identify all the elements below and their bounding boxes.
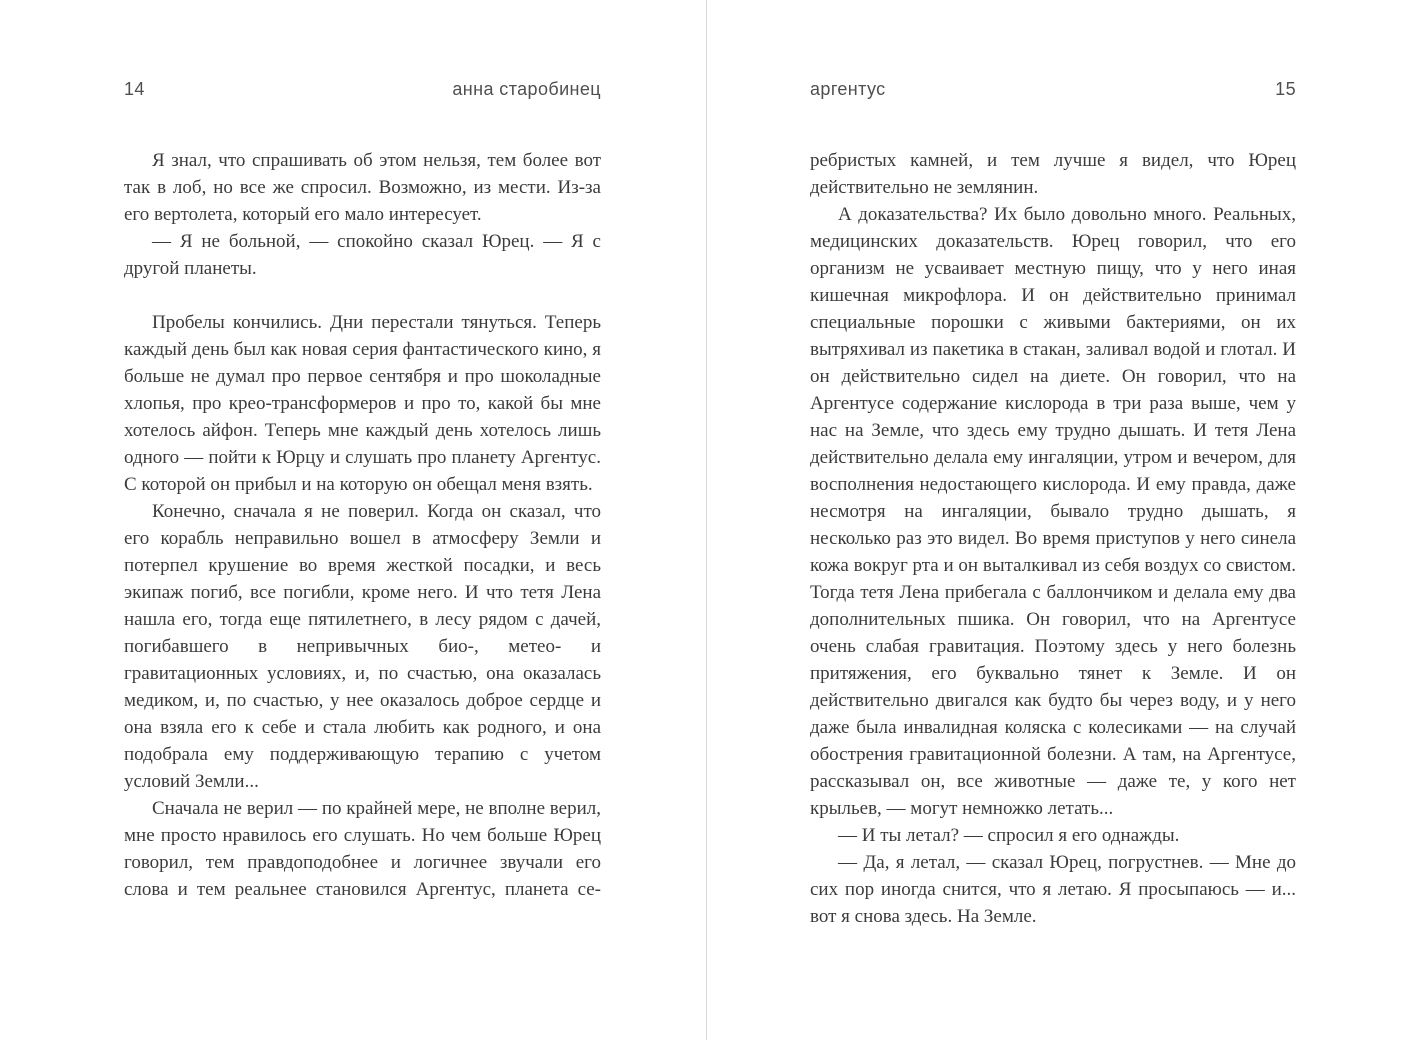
paragraph: Сначала не верил — по крайней мере, не вполне верил, мне просто нравилось его слушать. Но чем больше Юрец говорил, тем правдоподобнее и логичнее звучали его слова и тем реальнее становился Аргентус, планета се-	[124, 798, 601, 900]
paragraph: Конечно, сначала я не поверил. Когда он сказал, что его корабль неправильно вошел в атмосферу Земли и потерпел крушение во время жесткой посадки, и весь экипаж погиб, все погибли, кроме него. И что тетя Лена нашла его, тогда еще пятилетнего, в лесу рядом с дачей, погибавшего в непривычных био-, метео- и гравитационных условиях, и, по счастью, она оказалась медиком, и, по счастью, у нее оказалось доброе сердце и она взяла его к себе и стала любить как родного, и она подобрала ему поддерживающую терапию с учетом условий Земли...	[124, 501, 601, 792]
paragraph: — И ты летал? — спросил я его однажды.	[838, 825, 1180, 846]
right-running-head: аргентус	[810, 79, 886, 99]
paragraph: — Да, я летал, — сказал Юрец, погрустнев. — Мне до сих пор иногда снится, что я летаю. Я просыпаюсь — и... вот я снова здесь. На Земле.	[810, 852, 1296, 927]
left-page-number: 14	[124, 79, 145, 99]
paragraph: А доказательства? Их было довольно много. Реальных, медицинских доказательств. Юрец говорил, что его организм не усваивает местную пищу, что у него иная кишечная микрофлора. И он действительно принимал специальные порошки с живыми бактериями, он их вытряхивал из пакетика в стакан, заливал водой и глотал. И он действительно сидел на диете. Он говорил, что на Аргентусе содержание кислорода в три раза выше, чем у нас на Земле, что здесь ему трудно дышать. И тетя Лена действительно делала ему ингаляции, утром и вечером, для восполнения недостающего кислорода. И ему правда, даже несмотря на ингаляции, бывало трудно дышать, я несколько раз это видел. Во время приступов у него синела кожа вокруг рта и он выталкивал из себя воздух со свистом. Тогда тетя Лена прибегала с баллончиком и делала ему два дополнительных пшика. Он говорил, что на Аргентусе очень слабая гравитация. Поэтому здесь у него болезнь притяжения, его буквально тянет к Земле. И он действительно двигался как будто бы через воду, и у него даже была инвалидная коляска с колесиками — на случай обострения гравитационной болезни. А там, на Аргентусе, рассказывал он, все животные — даже те, у кого нет крыльев, — могут немножко летать...	[810, 204, 1296, 819]
right-text-column	[810, 147, 1296, 930]
paragraph: ребристых камней, и тем лучше я видел, что Юрец действительно не землянин.	[810, 150, 1296, 198]
page-right	[707, 0, 1410, 1040]
paragraph: Я знал, что спрашивать об этом нельзя, тем более вот так в лоб, но все же спросил. Возможно, из мести. Из-за его вертолета, который его мало интересует.	[124, 150, 601, 225]
left-running-head: анна старобинец	[452, 79, 601, 99]
right-page-number: 15	[1275, 79, 1296, 99]
paragraph: Пробелы кончились. Дни перестали тянуться. Теперь каждый день был как новая серия фантастического кино, я больше не думал про первое сентября и про шоколадные хлопья, про крео-трансформеров и про то, какой бы мне хотелось айфон. Теперь мне каждый день хотелось лишь одного — пойти к Юрцу и слушать про планету Аргентус. С которой он прибыл и на которую он обещал меня взять.	[124, 312, 601, 495]
left-text-column	[124, 147, 601, 903]
left-page-header	[124, 79, 601, 100]
right-page-header	[810, 79, 1296, 100]
paragraph: — Я не больной, — спокойно сказал Юрец. — Я с другой планеты.	[124, 231, 601, 279]
